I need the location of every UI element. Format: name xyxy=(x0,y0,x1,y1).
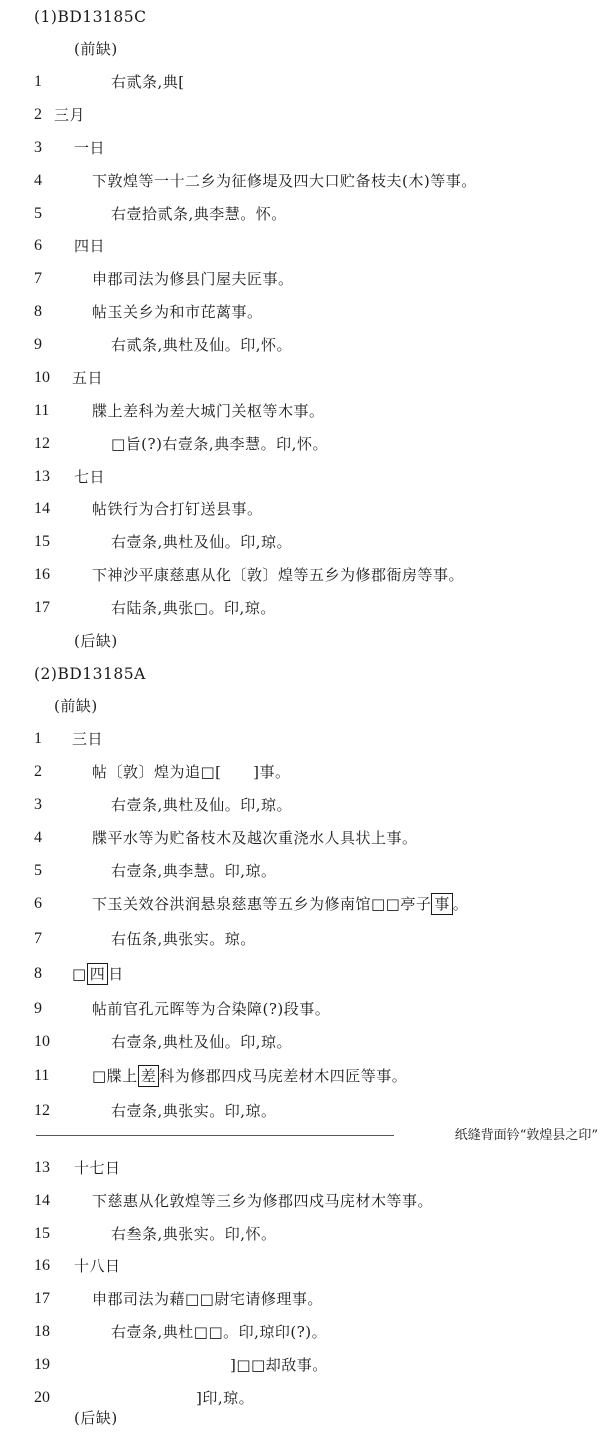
boxed-char-cha: 差 xyxy=(138,1065,160,1087)
boxed-char-si: 四 xyxy=(87,963,109,985)
seam-divider xyxy=(36,1135,394,1136)
boxed-char-shi: 事 xyxy=(431,893,453,915)
document-page: (1)BD13185C (前缺) 1 右贰条,典[ 2 三月 3 一日 4 下敦煌等一十二乡为征修堤及四大口贮备枝夫(木)等事。 5 右壹拾贰条,典李慧。怀。 6 四日 7 申郡司法为修县门屋夫匠事。 8 帖玉关乡为和市芘蓠事。 9 右贰条,典杜及仙。印,怀。 10 五日 11 牒上差科为差大城门关枢等木事。 12 □旨(?)右壹条,典李慧。印,怀。 13 七日 14 帖铁行为合打钉送县事。 15 右壹条,典杜及仙。印,琼。 16 下神沙平康慈惠从化〔敦〕煌等五乡为修郡衙房等事。 17 右陆条,典张□。印,琼。 (后缺) (2)BD13185A (前缺) 1 三日 2 帖〔敦〕煌为追□[ ]事。 3 右壹条,典杜及仙。印,琼。 4 牒平水等为贮备枝木及越次重浇水人具状上事。 5 右壹条,典李慧。印,琼。 6 下玉关效谷洪润悬泉慈惠等五乡为修南馆□□亭子 事 。 7 右伍条,典张实。琼。 8 □ 四 日 9 帖前官孔元晖等为合染障(?)段事。 10 右壹条,典杜及仙。印,琼。 11 □牒上 差 科为修郡四戍马庑差材木四匠等事。 12 右壹条,典张实。印,琼。 纸缝背面钤“敦煌县之印” 13 十七日 14 下慈惠从化敦煌等三乡为修郡四戍马庑材木等事。 15 右叁条,典张实。印,怀。 16 十八日 17 申郡司法为藉□□尉宅请修理事。 18 右壹条,典杜□□。印,琼印(?)。 19 ]□□却敌事。 20 ]印,琼。 (后缺) xyxy=(34,8,598,1427)
paper-seam-note: 纸缝背面钤“敦煌县之印” xyxy=(36,1124,598,1148)
